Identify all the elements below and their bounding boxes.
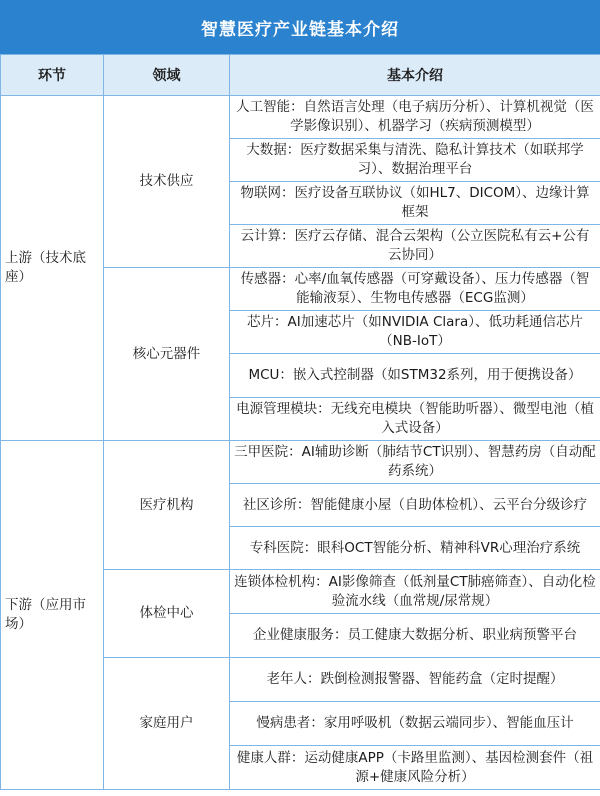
intro-cell: 云计算：医疗云存储、混合云架构（公立医院私有云+公有云协同） <box>230 225 600 268</box>
domain-core-components: 核心元器件 <box>104 268 230 441</box>
segment-downstream: 下游（应用市场） <box>1 441 104 790</box>
table-row <box>1 441 600 484</box>
domain-checkup-centers: 体检中心 <box>104 570 230 658</box>
intro-cell: 健康人群：运动健康APP（卡路里监测）、基因检测套件（祖源+健康风险分析） <box>230 746 600 790</box>
table-row <box>1 96 600 139</box>
page-title: 智慧医疗产业链基本介绍 <box>0 0 600 54</box>
intro-cell: 三甲医院：AI辅助诊断（肺结节CT识别）、智慧药房（自动配药系统） <box>230 441 600 484</box>
intro-cell: 人工智能：自然语言处理（电子病历分析）、计算机视觉（医学影像识别）、机器学习（疾病预测模型） <box>230 96 600 139</box>
intro-cell: 企业健康服务：员工健康大数据分析、职业病预警平台 <box>230 614 600 658</box>
intro-cell: 慢病患者：家用呼吸机（数据云端同步）、智能血压计 <box>230 702 600 746</box>
intro-cell: 专科医院：眼科OCT智能分析、精神科VR心理治疗系统 <box>230 527 600 570</box>
intro-cell: 大数据：医疗数据采集与清洗、隐私计算技术（如联邦学习）、数据治理平台 <box>230 139 600 182</box>
industry-chain-table <box>0 54 600 790</box>
domain-medical-institutions: 医疗机构 <box>104 441 230 570</box>
domain-home-users: 家庭用户 <box>104 658 230 790</box>
intro-cell: 芯片：AI加速芯片（如NVIDIA Clara）、低功耗通信芯片（NB-IoT） <box>230 311 600 354</box>
intro-cell: 社区诊所：智能健康小屋（自助体检机）、云平台分级诊疗 <box>230 484 600 527</box>
header-row <box>1 55 600 96</box>
header-segment: 环节 <box>1 55 104 96</box>
intro-cell: 传感器：心率/血氧传感器（可穿戴设备）、压力传感器（智能输液泵）、生物电传感器（ECG监测） <box>230 268 600 311</box>
domain-tech-supply: 技术供应 <box>104 96 230 268</box>
intro-cell: 连锁体检机构：AI影像筛查（低剂量CT肺癌筛查）、自动化检验流水线（血常规/尿常规） <box>230 570 600 614</box>
intro-cell: 老年人：跌倒检测报警器、智能药盒（定时提醒） <box>230 658 600 702</box>
intro-cell: 物联网：医疗设备互联协议（如HL7、DICOM）、边缘计算框架 <box>230 182 600 225</box>
intro-cell: MCU：嵌入式控制器（如STM32系列，用于便携设备） <box>230 354 600 398</box>
segment-upstream: 上游（技术底座） <box>1 96 104 441</box>
intro-cell: 电源管理模块：无线充电模块（智能助听器）、微型电池（植入式设备） <box>230 398 600 441</box>
header-intro: 基本介绍 <box>230 55 600 96</box>
header-domain: 领域 <box>104 55 230 96</box>
